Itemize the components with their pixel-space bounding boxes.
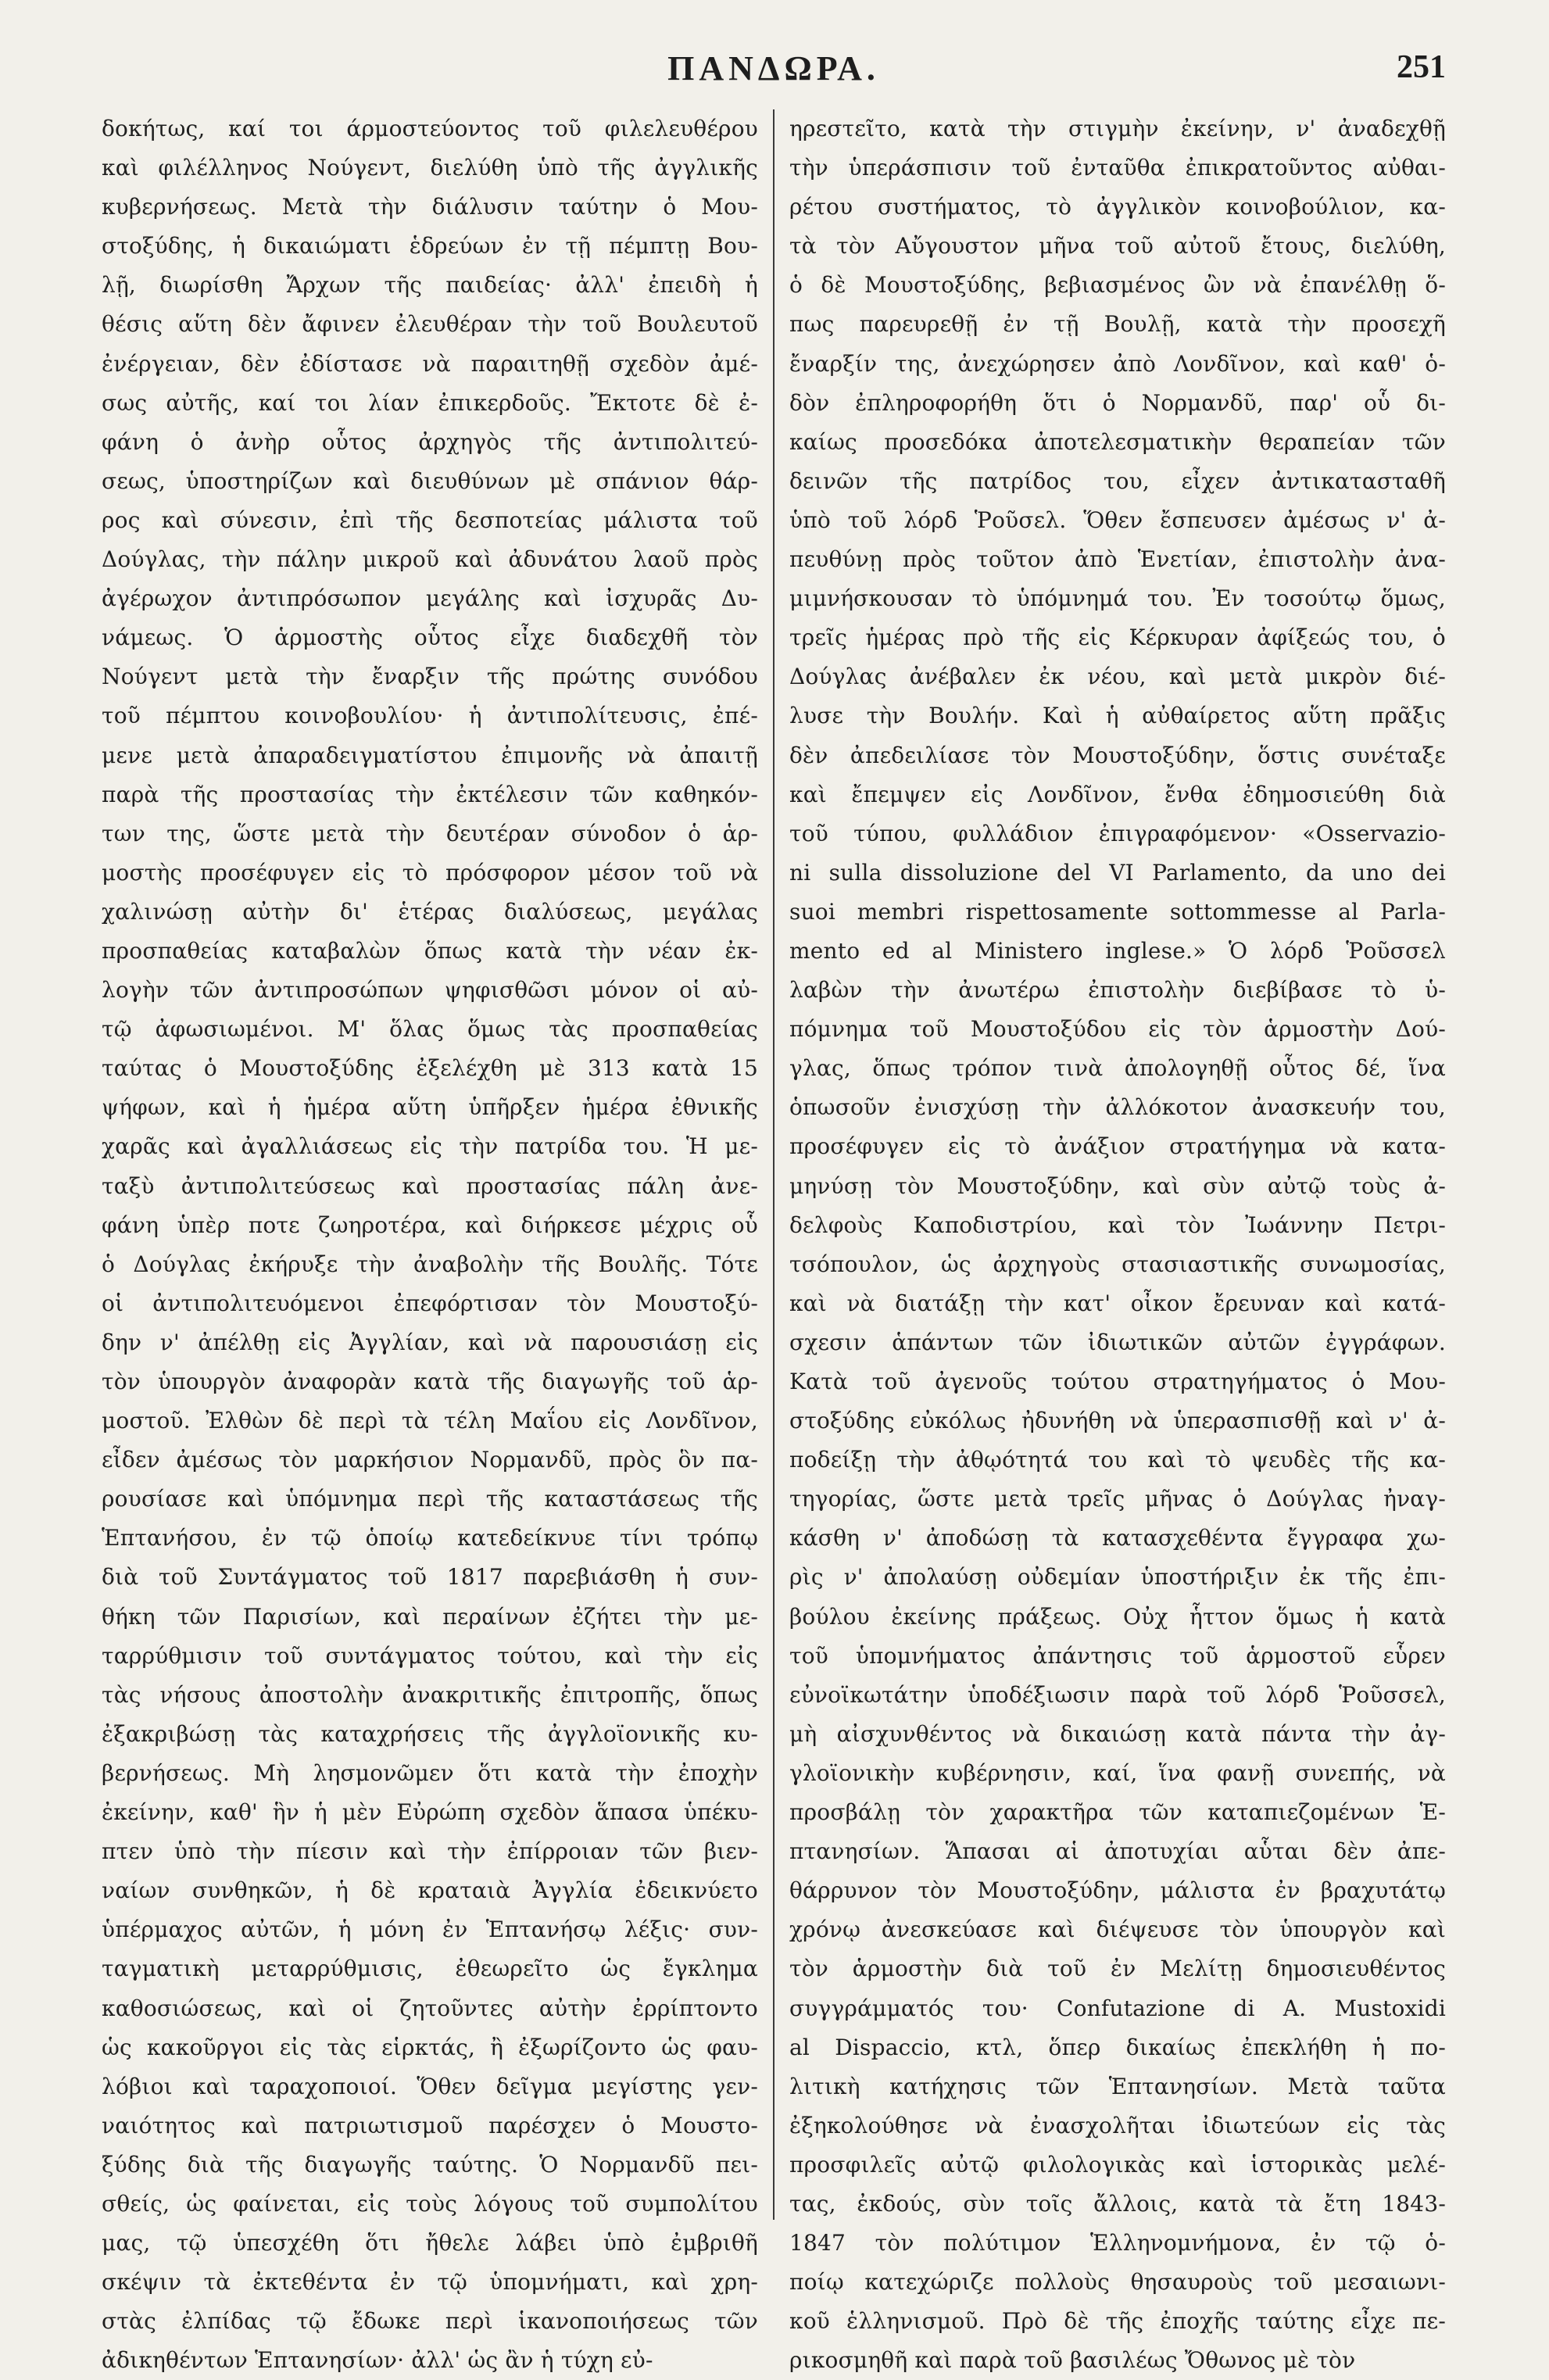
- text-line: 1847 τὸν πολύτιμον Ἑλληνομνήμονα, ἐν τῷ ὁ-: [789, 2230, 1446, 2257]
- text-line: λῇ, διωρίσθη Ἄρχων τῆς παιδείας· ἀλλ' ἐπειδὴ ἡ: [102, 272, 758, 299]
- text-line: ρουσίασε καὶ ὑπόμνημα περὶ τῆς καταστάσεως τῆς: [102, 1486, 758, 1512]
- text-line: οἱ ἀντιπολιτευόμενοι ἐπεφόρτισαν τὸν Μουστοξύ-: [102, 1290, 758, 1316]
- text-line: λόβιοι καὶ ταραχοποιοί. Ὅθεν δεῖγμα μεγίστης γεν-: [102, 2073, 758, 2099]
- text-line: προσπαθείας καταβαλὼν ὅπως κατὰ τὴν νέαν ἐκ-: [102, 937, 758, 964]
- text-line: ni sulla dissoluzione del VI Parlamento, da uno dei: [789, 859, 1446, 886]
- text-line: μὴ αἰσχυνθέντος νὰ δικαιώσῃ κατὰ πάντα τὴν ἀγ-: [789, 1720, 1446, 1747]
- text-line: δὲν ἀπεδειλίασε τὸν Μουστοξύδην, ὅστις συνέταξε: [789, 742, 1446, 768]
- text-line: τὴν ὑπεράσπισιν τοῦ ἐνταῦθα ἐπικρατοῦντος αὐθαι-: [789, 155, 1446, 181]
- text-line: ψήφων, καὶ ἡ ἡμέρα αὕτη ὑπῆρξεν ἡμέρα ἐθνικῆς: [102, 1094, 758, 1121]
- text-line: τρεῖς ἡμέρας πρὸ τῆς εἰς Κέρκυραν ἀφίξεώς του, ὁ: [789, 625, 1446, 651]
- text-line: ἀγέρωχον ἀντιπρόσωπον μεγάλης καὶ ἰσχυρᾶς Δυ-: [102, 585, 758, 612]
- text-line: ηρεστεῖτο, κατὰ τὴν στιγμὴν ἐκείνην, ν' ἀναδεχθῇ: [789, 116, 1446, 141]
- text-line: δελφοὺς Καποδιστρίου, καὶ τὸν Ἰωάννην Πετρι-: [789, 1211, 1446, 1238]
- text-line: ποίῳ κατεχώριζε πολλοὺς θησαυροὺς τοῦ μεσαιωνι-: [789, 2269, 1446, 2296]
- text-line: σθείς, ὡς φαίνεται, εἰς τοὺς λόγους τοῦ συμπολίτου: [102, 2190, 758, 2217]
- text-line: σκέψιν τὰ ἐκτεθέντα ἐν τῷ ὑπομνήματι, καὶ χρη-: [102, 2269, 758, 2296]
- text-line: προσφιλεῖς αὐτῷ φιλολογικὰς καὶ ἱστορικὰς μελέ-: [789, 2151, 1446, 2178]
- text-line: ἐξηκολούθησε νὰ ἐνασχολῆται ἰδιωτεύων εἰς τὰς: [789, 2112, 1446, 2138]
- text-line: ναίων συνθηκῶν, ἡ δὲ κραταιὰ Ἀγγλία ἐδεικνύετο: [102, 1877, 758, 1904]
- page-header: [0, 48, 1549, 95]
- text-line: ποδείξῃ τὴν ἀθῳότητά του καὶ τὸ ψευδὲς τῆς κα-: [789, 1447, 1446, 1473]
- text-line: δοκήτως, καί τοι άρμοστεύοντος τοῦ φιλελευθέρου: [102, 116, 758, 141]
- text-line: των της, ὥστε μετὰ τὴν δευτέραν σύνοδον ὁ ἁρ-: [102, 820, 758, 846]
- text-line: ἀδικηθέντων Ἑπτανησίων· ἀλλ' ὡς ἂν ἡ τύχη εὐ-: [102, 2347, 653, 2374]
- text-line: μηνύσῃ τὸν Μουστοξύδην, καὶ σὺν αὐτῷ τοὺς ἀ-: [789, 1172, 1446, 1199]
- text-line: σως αὐτῆς, καί τοι λίαν ἐπικερδοῦς. Ἔκτοτε δὲ ἐ-: [102, 389, 758, 416]
- text-line: φάνη ὑπὲρ ποτε ζωηροτέρα, καὶ διήρκεσε μέχρις οὗ: [102, 1211, 758, 1238]
- text-line: χαλινώσῃ αὐτὴν δι' ἑτέρας διαλύσεως, μεγάλας: [102, 898, 758, 925]
- text-line: Δούγλας, τὴν πάλην μικροῦ καὶ ἀδυνάτου λαοῦ πρὸς: [102, 546, 758, 573]
- text-line: βούλου ἐκείνης πράξεως. Οὐχ ἧττον ὅμως ἡ κατὰ: [789, 1603, 1446, 1630]
- text-line: θέσις αὕτη δὲν ἄφινεν ἐλευθέραν τὴν τοῦ Βουλευτοῦ: [102, 311, 758, 338]
- text-line: καίως προσεδόκα ἀποτελεσματικὴν θεραπείαν τῶν: [789, 428, 1446, 455]
- text-line: τὸν ἁρμοστὴν διὰ τοῦ ἐν Μελίτῃ δημοσιευθέντος: [789, 1956, 1446, 1982]
- text-line: κοῦ ἑλληνισμοῦ. Πρὸ δὲ τῆς ἐποχῆς ταύτης εἶχε πε-: [789, 2308, 1446, 2335]
- text-line: δὸν ἐπληροφορήθη ὅτι ὁ Νορμανδῦ, παρ' οὗ δι-: [789, 389, 1446, 416]
- text-line: μας, τῷ ὑπεσχέθη ὅτι ἤθελε λάβει ὑπὸ ἐμβριθῆ: [102, 2230, 758, 2257]
- text-line: ξύδης διὰ τῆς διαγωγῆς ταύτης. Ὁ Νορμανδῦ πει-: [102, 2151, 758, 2178]
- text-line: συγγράμματός του· Confutazione di A. Mustoxidi: [789, 1995, 1446, 2021]
- column-divider: [773, 109, 774, 2220]
- text-line: Δούγλας ἀνέβαλεν ἐκ νέου, καὶ μετὰ μικρὸν διέ-: [789, 664, 1446, 690]
- text-line: ἐξακριβώσῃ τὰς καταχρήσεις τῆς ἀγγλοϊονικῆς κυ-: [102, 1720, 758, 1747]
- text-line: θήκη τῶν Παρισίων, καὶ περαίνων ἐζήτει τὴν με-: [102, 1603, 758, 1630]
- text-line: τηγορίας, ὥστε μετὰ τρεῖς μῆνας ὁ Δούγλας ἠναγ-: [789, 1486, 1446, 1512]
- text-line: καὶ νὰ διατάξῃ τὴν κατ' οἶκον ἔρευναν καὶ κατά-: [789, 1290, 1446, 1316]
- text-line: τῷ ἀφωσιωμένοι. Μ' ὅλας ὅμως τὰς προσπαθείας: [102, 1016, 758, 1043]
- text-line: σεως, ὑποστηρίζων καὶ διευθύνων μὲ σπάνιον θάρ-: [102, 467, 758, 494]
- text-line: λογὴν τῶν ἀντιπροσώπων ψηφισθῶσι μόνον οἱ αὐ-: [102, 977, 758, 1004]
- text-line: ναιότητος καὶ πατριωτισμοῦ παρέσχεν ὁ Μουστο-: [102, 2112, 758, 2138]
- text-line: θάρρυνον τὸν Μουστοξύδην, μάλιστα ἐν βραχυτάτῳ: [789, 1877, 1446, 1904]
- text-line: suoi membri rispettosamente sottommesse al Parla-: [789, 898, 1446, 925]
- page-number: 251: [1397, 49, 1446, 85]
- text-line: προσέφυγεν εἰς τὸ ἀνάξιον στρατήγημα νὰ κατα-: [789, 1133, 1446, 1160]
- text-line: ἐκείνην, καθ' ἣν ἡ μὲν Εὐρώπη σχεδὸν ἅπασα ὑπέκυ-: [102, 1799, 758, 1826]
- text-line: mento ed al Ministero inglese.» Ὁ λόρδ Ῥοῦσσελ: [789, 937, 1446, 964]
- text-line: στὰς ἐλπίδας τῷ ἔδωκε περὶ ἱκανοποιήσεως τῶν: [102, 2308, 758, 2335]
- text-line: ὁπωσοῦν ἐνισχύσῃ τὴν ἀλλόκοτον ἀνασκευήν του,: [789, 1094, 1446, 1121]
- text-line: τὸν ὑπουργὸν ἀναφορὰν κατὰ τῆς διαγωγῆς τοῦ ἁρ-: [102, 1369, 758, 1394]
- text-line: μοστὴς προσέφυγεν εἰς τὸ πρόσφορον μέσον τοῦ νὰ: [102, 859, 758, 886]
- text-line: προσβάλῃ τὸν χαρακτῆρα τῶν καταπιεζομένων Ἑ-: [789, 1799, 1446, 1826]
- text-line: μενε μετὰ ἀπαραδειγματίστου ἐπιμονῆς νὰ ἀπαιτῇ: [102, 742, 758, 768]
- text-line: Κατὰ τοῦ ἀγενοῦς τούτου στρατηγήματος ὁ Μου-: [789, 1369, 1446, 1394]
- text-line: τας, ἐκδούς, σὺν τοῖς ἄλλοις, κατὰ τὰ ἔτη 1843-: [789, 2190, 1446, 2217]
- running-title: ΠΑΝΔΩΡΑ.: [667, 49, 880, 88]
- text-line: πευθύνῃ πρὸς τοῦτον ἀπὸ Ἑνετίαν, ἐπιστολὴν ἀνα-: [789, 546, 1446, 573]
- text-line: Νούγεντ μετὰ τὴν ἔναρξιν τῆς πρώτης συνόδου: [102, 664, 758, 690]
- text-line: τοῦ πέμπτου κοινοβουλίου· ἡ ἀντιπολίτευσις, ἐπέ-: [102, 703, 758, 729]
- text-line: ρέτου συστήματος, τὸ ἀγγλικὸν κοινοβούλιον, κα-: [789, 194, 1446, 220]
- text-line: φάνη ὁ ἀνὴρ οὗτος ἀρχηγὸς τῆς ἀντιπολιτεύ-: [102, 428, 758, 455]
- text-line: ταρρύθμισιν τοῦ συντάγματος τούτου, καὶ τὴν εἰς: [102, 1642, 758, 1669]
- text-line: πως παρευρεθῇ ἐν τῇ Βουλῇ, κατὰ τὴν προσεχῆ: [789, 311, 1446, 338]
- text-line: τὰς νήσους ἀποστολὴν ἀνακριτικῆς ἐπιτροπῆς, ὅπως: [102, 1681, 758, 1708]
- text-line: πτανησίων. Ἅπασαι αἱ ἀποτυχίαι αὗται δὲν ἀπε-: [789, 1838, 1446, 1865]
- text-line: ἐνέργειαν, δὲν ἐδίστασε νὰ παραιτηθῇ σχεδὸν ἀμέ-: [102, 350, 758, 377]
- text-line: εἶδεν ἀμέσως τὸν μαρκήσιον Νορμανδῦ, πρὸς ὃν πα-: [102, 1447, 758, 1473]
- text-line: ὁ Δούγλας ἐκήρυξε τὴν ἀναβολὴν τῆς Βουλῆς. Τότε: [102, 1251, 758, 1277]
- text-line: παρὰ τῆς προστασίας τὴν ἐκτέλεσιν τῶν καθηκόν-: [102, 781, 758, 807]
- text-line: λιτικὴ κατήχησις τῶν Ἑπτανησίων. Μετὰ ταῦτα: [789, 2073, 1446, 2099]
- text-line: Ἑπτανήσου, ἐν τῷ ὁποίῳ κατεδείκνυε τίνι τρόπῳ: [102, 1525, 758, 1551]
- text-line: καὶ φιλέλληνος Νούγεντ, διελύθη ὑπὸ τῆς ἀγγλικῆς: [102, 155, 758, 181]
- text-line: τὰ τὸν Αὔγουστον μῆνα τοῦ αὐτοῦ ἔτους, διελύθη,: [789, 233, 1446, 259]
- text-line: λαβὼν τὴν ἀνωτέρω ἐπιστολὴν διεβίβασε τὸ ὑ-: [789, 977, 1446, 1004]
- text-line: ὡς κακοῦργοι εἰς τὰς εἱρκτάς, ἢ ἐξωρίζοντο ὡς φαυ-: [102, 2034, 758, 2060]
- text-line: κυβερνήσεως. Μετὰ τὴν διάλυσιν ταύτην ὁ Μου-: [102, 194, 758, 220]
- text-line: τοῦ τύπου, φυλλάδιον ἐπιγραφόμενον· «Osservazio-: [789, 820, 1446, 846]
- text-line: ταξὺ ἀντιπολιτεύσεως καὶ προστασίας πάλη ἀνε-: [102, 1172, 758, 1199]
- text-line: καθοσιώσεως, καὶ οἱ ζητοῦντες αὐτὴν ἐρρίπτοντο: [102, 1995, 758, 2021]
- text-line: τσόπουλον, ὡς ἀρχηγοὺς στασιαστικῆς συνωμοσίας,: [789, 1251, 1446, 1277]
- text-line: νάμεως. Ὁ ἁρμοστὴς οὗτος εἶχε διαδεχθῆ τὸν: [102, 625, 758, 651]
- text-line: τοῦ ὑπομνήματος ἀπάντησις τοῦ ἁρμοστοῦ εὗρεν: [789, 1642, 1446, 1669]
- text-line: ταύτας ὁ Μουστοξύδης ἐξελέχθη μὲ 313 κατὰ 15: [102, 1055, 758, 1082]
- text-line: ταγματικὴ μεταρρύθμισις, ἐθεωρεῖτο ὡς ἔγκλημα: [102, 1956, 758, 1982]
- text-line: al Dispaccio, κτλ, ὅπερ δικαίως ἐπεκλήθη ἡ πο-: [789, 2034, 1446, 2060]
- text-line: χαρᾶς καὶ ἀγαλλιάσεως εἰς τὴν πατρίδα του. Ἡ με-: [102, 1133, 758, 1160]
- text-line: καὶ ἔπεμψεν εἰς Λονδῖνον, ἔνθα ἐδημοσιεύθη διὰ: [789, 781, 1446, 807]
- text-line: στοξύδης, ἡ δικαιώματι ἑδρεύων ἐν τῇ πέμπτῃ Βου-: [102, 233, 758, 259]
- text-line: στοξύδης εὐκόλως ἠδυνήθη νὰ ὑπερασπισθῇ καὶ ν' ἀ-: [789, 1408, 1446, 1434]
- text-line: βερνήσεως. Μὴ λησμονῶμεν ὅτι κατὰ τὴν ἐποχὴν: [102, 1759, 758, 1786]
- text-line: ρὶς ν' ἀπολαύσῃ οὐδεμίαν ὑποστήριξιν ἐκ τῆς ἐπι-: [789, 1564, 1446, 1591]
- text-line: ὑπὸ τοῦ λόρδ Ῥοῦσελ. Ὅθεν ἔσπευσεν ἀμέσως ν' ἀ-: [789, 506, 1446, 533]
- text-line: δην ν' ἀπέλθῃ εἰς Ἀγγλίαν, καὶ νὰ παρουσιάσῃ εἰς: [102, 1329, 758, 1355]
- text-line: χρόνῳ ἀνεσκεύασε καὶ διέψευσε τὸν ὑπουργὸν καὶ: [789, 1917, 1446, 1943]
- text-line: σχεσιν ἁπάντων τῶν ἰδιωτικῶν αὐτῶν ἐγγράφων.: [789, 1329, 1446, 1355]
- text-line: ρος καὶ σύνεσιν, ἐπὶ τῆς δεσποτείας μάλιστα τοῦ: [102, 506, 758, 533]
- right-column: [789, 109, 1446, 2374]
- text-line: εὐνοϊκωτάτην ὑποδέξιωσιν παρὰ τοῦ λόρδ Ῥοῦσσελ,: [789, 1681, 1446, 1708]
- text-line: δεινῶν τῆς πατρίδος του, εἶχεν ἀντικατασταθῆ: [789, 467, 1446, 494]
- text-line: κάσθη ν' ἀποδώσῃ τὰ κατασχεθέντα ἔγγραφα χω-: [789, 1525, 1446, 1551]
- text-line: μοστοῦ. Ἐλθὼν δὲ περὶ τὰ τέλη Μαΐου εἰς Λονδῖνον,: [102, 1408, 758, 1434]
- text-line: ρικοσμηθῆ καὶ παρὰ τοῦ βασιλέως Ὄθωνος μὲ τὸν: [789, 2347, 1356, 2374]
- text-line: γλοϊονικὴν κυβέρνησιν, καί, ἵνα φανῇ συνεπής, νὰ: [789, 1759, 1446, 1786]
- text-line: ὑπέρμαχος αὐτῶν, ἡ μόνη ἐν Ἑπτανήσῳ λέξις· συν-: [102, 1917, 758, 1943]
- left-column: [102, 109, 758, 2374]
- text-line: πόμνημα τοῦ Μουστοξύδου εἰς τὸν ἁρμοστὴν Δού-: [789, 1016, 1446, 1043]
- text-line: γλας, ὅπως τρόπον τινὰ ἀπολογηθῇ οὗτος δέ, ἵνα: [789, 1055, 1446, 1082]
- text-line: ἔναρξίν της, ἀνεχώρησεν ἀπὸ Λονδῖνον, καὶ καθ' ὁ-: [789, 350, 1446, 377]
- text-line: ὁ δὲ Μουστοξύδης, βεβιασμένος ὢν νὰ ἐπανέλθῃ ὅ-: [789, 272, 1446, 299]
- text-line: διὰ τοῦ Συντάγματος τοῦ 1817 παρεβιάσθη ἡ συν-: [102, 1564, 758, 1591]
- text-line: λυσε τὴν Βουλήν. Καὶ ἡ αὐθαίρετος αὕτη πρᾶξις: [789, 703, 1446, 729]
- text-line: μιμνήσκουσαν τὸ ὑπόμνημά του. Ἐν τοσούτῳ ὅμως,: [789, 585, 1446, 612]
- text-line: πτεν ὑπὸ τὴν πίεσιν καὶ τὴν ἐπίρροιαν τῶν βιεν-: [102, 1838, 758, 1865]
